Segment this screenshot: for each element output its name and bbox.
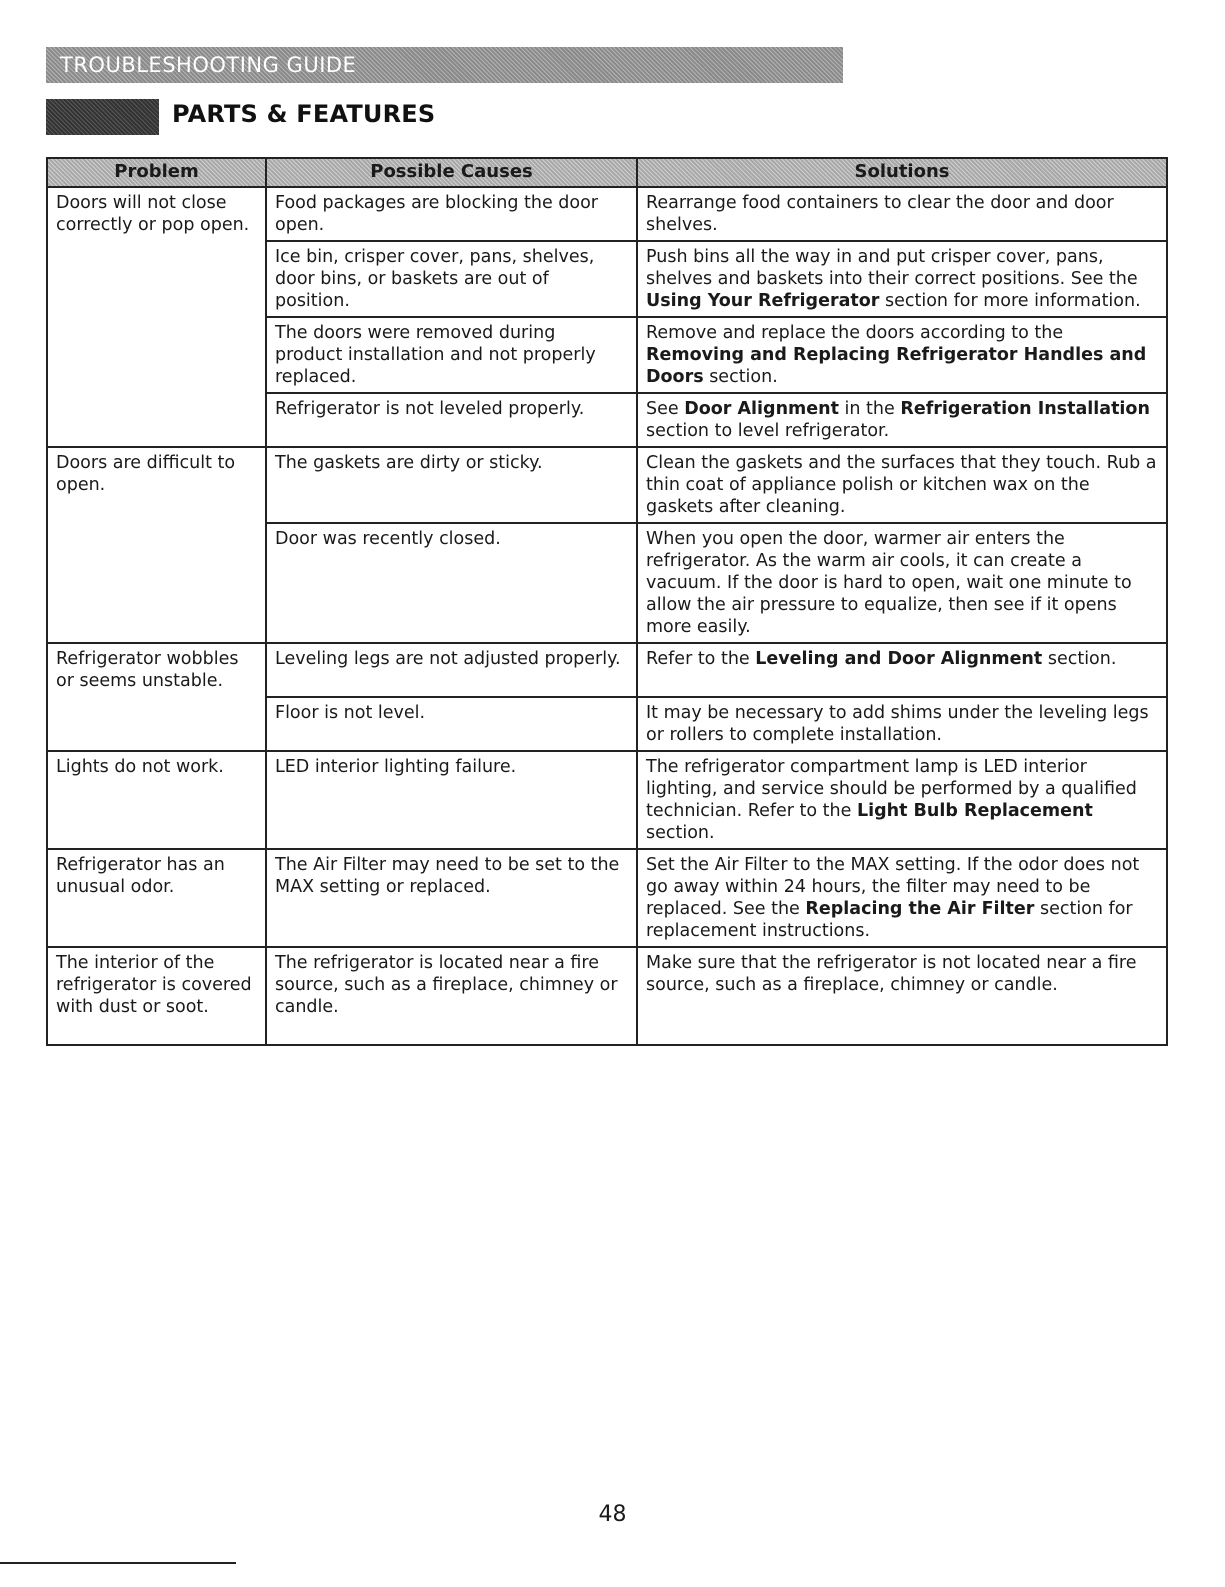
solution-cell: Clean the gaskets and the surfaces that they touch. Rub a thin coat of appliance polish or kitchen wax on the gaskets after cleaning. bbox=[637, 447, 1167, 523]
solution-text: Push bins all the way in and put crisper cover, pans, shelves and baskets into their correct positions. See the bbox=[646, 247, 1138, 289]
section-banner bbox=[46, 47, 843, 83]
table-row bbox=[47, 187, 1167, 241]
section-reference: Leveling and Door Alignment bbox=[755, 649, 1043, 669]
column-header-problem: Problem bbox=[47, 158, 266, 187]
problem-cell: Refrigerator wobbles or seems unstable. bbox=[47, 643, 266, 751]
solution-cell: Rearrange food containers to clear the door and door shelves. bbox=[637, 187, 1167, 241]
cause-cell: The refrigerator is located near a fire source, such as a fireplace, chimney or candle. bbox=[266, 947, 637, 1045]
solution-cell bbox=[637, 317, 1167, 393]
solution-text: section. bbox=[1042, 649, 1117, 669]
solution-text: Remove and replace the doors according to the bbox=[646, 323, 1064, 343]
section-marker-block bbox=[46, 99, 159, 135]
solution-text: section for more information. bbox=[879, 291, 1141, 311]
table-row bbox=[47, 947, 1167, 1045]
cause-cell: Food packages are blocking the door open. bbox=[266, 187, 637, 241]
problem-cell: Doors will not close correctly or pop open. bbox=[47, 187, 266, 447]
solution-text: The refrigerator compartment lamp is LED interior lighting, and service should be performed by a qualified technician. Refer to the bbox=[646, 757, 1137, 821]
column-header-solutions: Solutions bbox=[637, 158, 1167, 187]
page-title: PARTS & FEATURES bbox=[172, 100, 436, 128]
footer-divider bbox=[0, 1562, 236, 1564]
page-number: 48 bbox=[598, 1502, 627, 1527]
solution-text: section. bbox=[646, 823, 715, 843]
cause-cell: Floor is not level. bbox=[266, 697, 637, 751]
solution-cell bbox=[637, 849, 1167, 947]
section-reference: Light Bulb Replacement bbox=[856, 801, 1093, 821]
problem-cell: Refrigerator has an unusual odor. bbox=[47, 849, 266, 947]
table-row bbox=[47, 751, 1167, 849]
solution-text: section to level refrigerator. bbox=[646, 421, 890, 441]
banner-title: TROUBLESHOOTING GUIDE bbox=[60, 53, 357, 77]
solution-cell: It may be necessary to add shims under the leveling legs or rollers to complete installation. bbox=[637, 697, 1167, 751]
cause-cell: The doors were removed during product installation and not properly replaced. bbox=[266, 317, 637, 393]
troubleshooting-table bbox=[46, 157, 1168, 1046]
section-reference: Refrigeration Installation bbox=[900, 399, 1150, 419]
problem-cell: Lights do not work. bbox=[47, 751, 266, 849]
table-row bbox=[47, 849, 1167, 947]
solution-text: section. bbox=[703, 367, 778, 387]
table-row bbox=[47, 447, 1167, 523]
cause-cell: The Air Filter may need to be set to the MAX setting or replaced. bbox=[266, 849, 637, 947]
section-reference: Replacing the Air Filter bbox=[805, 899, 1035, 919]
solution-text: Set the Air Filter to the MAX setting. If the odor does not go away within 24 hours, the filter may need to be replaced. See the bbox=[646, 855, 1140, 919]
section-reference: Removing and Replacing Refrigerator Handles and Doors bbox=[646, 345, 1147, 387]
solution-text: section for replacement instructions. bbox=[646, 899, 1133, 941]
cause-cell: Ice bin, crisper cover, pans, shelves, door bins, or baskets are out of position. bbox=[266, 241, 637, 317]
cause-cell: Door was recently closed. bbox=[266, 523, 637, 643]
cause-cell: The gaskets are dirty or sticky. bbox=[266, 447, 637, 523]
solution-cell bbox=[637, 393, 1167, 447]
section-reference: Door Alignment bbox=[684, 399, 839, 419]
solution-cell bbox=[637, 241, 1167, 317]
cause-cell: Refrigerator is not leveled properly. bbox=[266, 393, 637, 447]
table-header-row bbox=[47, 158, 1167, 187]
table-row bbox=[47, 643, 1167, 697]
cause-cell: Leveling legs are not adjusted properly. bbox=[266, 643, 637, 697]
problem-cell: The interior of the refrigerator is covered with dust or soot. bbox=[47, 947, 266, 1045]
solution-cell bbox=[637, 643, 1167, 697]
solution-text: Refer to the bbox=[646, 649, 756, 669]
solution-cell: Make sure that the refrigerator is not located near a fire source, such as a fireplace, chimney or candle. bbox=[637, 947, 1167, 1045]
solution-text: in the bbox=[838, 399, 901, 419]
column-header-causes: Possible Causes bbox=[266, 158, 637, 187]
problem-cell: Doors are difficult to open. bbox=[47, 447, 266, 643]
solution-cell: When you open the door, warmer air enters the refrigerator. As the warm air cools, it can create a vacuum. If the door is hard to open, wait one minute to allow the air pressure to equalize, then see if it opens more easily. bbox=[637, 523, 1167, 643]
solution-text: See bbox=[646, 399, 685, 419]
solution-cell bbox=[637, 751, 1167, 849]
cause-cell: LED interior lighting failure. bbox=[266, 751, 637, 849]
section-reference: Using Your Refrigerator bbox=[646, 291, 880, 311]
